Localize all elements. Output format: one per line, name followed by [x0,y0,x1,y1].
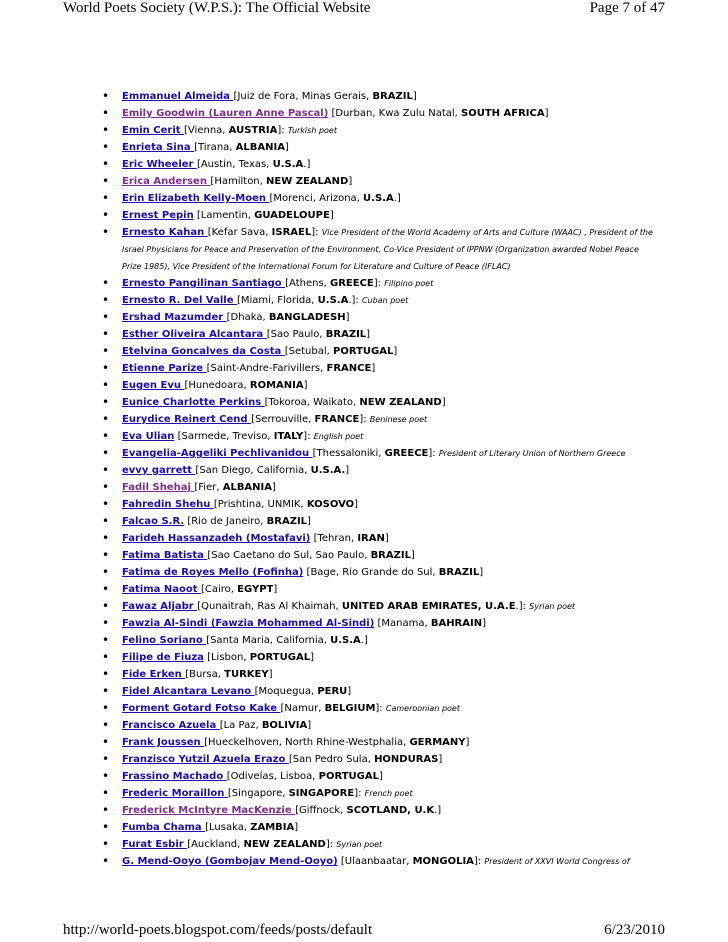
poet-location-close: .] [303,159,311,170]
poet-name-link[interactable]: Farideh Hassanzadeh (Mostafavi) [122,533,311,544]
poet-name-link[interactable]: Furat Esbir [122,839,188,850]
poet-location-close: ] [310,652,314,663]
poet-country: BRAZIL [438,567,480,578]
poet-country: MONGOLIA [412,856,474,867]
poet-country: GERMANY [409,737,466,748]
poet-list-item [100,377,660,394]
poet-location-close: ] [347,686,352,697]
poet-country: GREECE [384,448,429,459]
poet-location: [Namur, [280,703,325,714]
poet-location-close: .] [434,805,442,816]
poet-name-link[interactable]: Enrieta Sina [122,142,195,153]
poet-location: [Thessaloniki, [312,448,385,459]
poet-country: BRAZIL [370,550,411,561]
poet-location: [Manama, [374,618,431,629]
poet-location: [Lisbon, [203,652,250,663]
poet-country: BELGIUM [324,703,376,714]
poet-list-item [100,836,660,853]
poet-name-link[interactable]: Frederic Moraillon [122,788,228,799]
poet-list-item [100,479,660,496]
poet-list-item [100,853,660,870]
poet-country: NEW ZEALAND [266,176,349,187]
poet-country: BANGLADESH [268,312,346,323]
poet-location: [La Paz, [219,720,262,731]
poet-location-close: .] [360,635,368,646]
poet-name-link[interactable]: Fatima Batista [122,550,208,561]
poet-location: [Sao Caetano do Sul, Sao Paulo, [207,550,371,561]
poet-location-close: ] [345,465,350,476]
poet-country: BRAZIL [325,329,367,340]
poet-list-item [100,632,660,649]
poet-list-item [100,173,660,190]
poet-note: President of XXVI World Congress of [484,857,630,866]
poet-location-close: ] [378,771,383,782]
poet-location-close: ] [544,108,549,119]
poet-note: Vice President of the World Academy of Arts and Culture (WAAC) , President of the Israel Physicians for Peace and Preservation of the Environment, Co-Vice President of IPPNW (Organization awarded Nobel Peace Prize 1985), Vice President of the International Forum for Literature and Culture of Peace (IFLAC) [122,228,653,271]
poet-country: BRAZIL [266,516,308,527]
poet-name-link[interactable]: Ernesto R. Del Valle [122,295,237,306]
poet-country: GREECE [330,278,374,289]
poet-location-close: ] [384,533,389,544]
poet-location: [Hamilton, [210,176,267,187]
poet-name-link[interactable]: Ershad Mazumder [122,312,227,323]
poet-list-item [100,683,660,700]
poet-list-item [100,530,660,547]
poet-location-close: ]: [373,278,385,289]
poet-list-item [100,360,660,377]
poet-location: [San Diego, California, [195,465,311,476]
poet-country: ITALY [273,431,304,442]
poet-list-item [100,496,660,513]
poet-list-item [100,819,660,836]
poet-location: [Rio de Janeiro, [184,516,267,527]
poet-location-close: ]: [428,448,439,459]
poet-location-close: ]: [354,788,365,799]
poet-location-close: ] [294,822,299,833]
poet-list-item [100,717,660,734]
poet-location: [San Pedro Sula, [288,754,375,765]
poet-location-close: ] [329,210,334,221]
poet-location: [Moquegua, [254,686,318,697]
poet-name-link[interactable]: Fawzia Al-Sindi (Fawzia Mohammed Al-Sindi) [122,618,375,629]
poet-name-link[interactable]: Franzisco Yutzil Azuela Erazo [122,754,289,765]
poet-list-item [100,139,660,156]
poet-list-item [100,88,660,105]
poet-country: PORTUGAL [318,771,379,782]
poet-location: [Durban, Kwa Zulu Natal, [328,108,462,119]
poet-country: PERU [317,686,348,697]
poet-country: FRANCE [326,363,372,374]
poet-country: PORTUGAL [249,652,311,663]
poet-location: [Odivelas, Lisboa, [226,771,319,782]
poet-name-link[interactable]: Ernest Pepin [122,210,194,221]
poet-location: [Morenci, Arizona, [269,193,364,204]
poet-location-close: ] [482,618,486,629]
poet-name-link[interactable]: Ernesto Pangilinan Santiago [122,278,286,289]
poet-location: [Vienna, [184,125,229,136]
poet-country: PORTUGAL [333,346,394,357]
poet-list-item [100,513,660,530]
poet-name-link[interactable]: Fatima de Royes Mello (Fofinha) [122,567,304,578]
poet-name-link[interactable]: Francisco Azuela [122,720,220,731]
poet-name-link[interactable]: Emin Cerit [122,125,185,136]
poet-location-close: ]: [359,414,370,425]
poet-name-link[interactable]: Erin Elizabeth Kelly-Moen [122,193,270,204]
poet-list-item [100,428,660,445]
poet-note: French poet [364,789,413,798]
poet-note: Cameroonian poet [385,704,460,713]
poet-country: U.S.A [330,635,361,646]
poet-location-close: ]: [473,856,485,867]
poet-name-link[interactable]: Filipe de Fiuza [122,652,204,663]
poet-location: [Tirana, [194,142,236,153]
poet-name-link[interactable]: Etienne Parize [122,363,207,374]
poet-country: IRAN [357,533,385,544]
poet-note: Beninese poet [369,415,428,424]
poet-location: [Ulaanbaatar, [337,856,413,867]
poet-note: Filipino poet [384,279,434,288]
poet-name-link[interactable]: Fatima Naoot [122,584,201,595]
poet-name-link[interactable]: Frederick McIntyre MacKenzie [122,805,296,816]
poet-location-close: ] [268,669,273,680]
poet-list-item [100,462,660,479]
poet-location-close: ] [307,516,311,527]
poet-location-close: ] [410,550,415,561]
poet-location-close: .]: [348,295,362,306]
poet-location-close: ] [284,142,289,153]
poet-list-item [100,207,660,224]
poet-name-link[interactable]: Eric Wheeler [122,159,197,170]
poet-list-item [100,547,660,564]
poet-list-item [100,581,660,598]
poet-note: President of Literary Union of Northern Greece [438,449,626,458]
poet-list-item [100,802,660,819]
poet-country: BAHRAIN [430,618,483,629]
poet-country: HONDURAS [374,754,439,765]
poet-name-link[interactable]: Etelvina Goncalves da Costa [122,346,285,357]
poet-name-link[interactable]: Fide Erken [122,669,186,680]
poet-name-link[interactable]: Erica Andersen [122,176,211,187]
poet-country: SINGAPORE [288,788,355,799]
poet-country: AUSTRIA [228,125,278,136]
poet-list [100,88,660,870]
poet-list-item [100,700,660,717]
poet-location: [Miami, Florida, [236,295,318,306]
poet-list-item [100,445,660,462]
poet-country: U.S.A [363,193,394,204]
poet-country: ROMANIA [249,380,304,391]
poet-name-link[interactable]: Emmanuel Almeida [122,91,234,102]
poet-list-item [100,751,660,768]
poet-location: [Prishtina, UNMIK, [213,499,307,510]
poet-country: UNITED ARAB EMIRATES, U.A.E [341,601,516,612]
poet-list-item [100,666,660,683]
poet-name-link[interactable]: Evangelia-Aggeliki Pechlivanidou [122,448,313,459]
poet-name-link[interactable]: Fawaz Aljabr [122,601,198,612]
poet-country: TURKEY [224,669,269,680]
poet-location: [Auckland, [187,839,244,850]
poet-list-item [100,768,660,785]
poet-location-close: ] [465,737,470,748]
poet-list-item [100,394,660,411]
poet-note: Syrian poet [529,602,576,611]
poet-location: [Saint-Andre-Farivillers, [206,363,327,374]
poet-location-close: ] [438,754,443,765]
poet-name-link[interactable]: Fidel Alcantara Levano [122,686,255,697]
poet-note: Cuban poet [361,296,409,305]
poet-list-item [100,785,660,802]
poet-note: English poet [313,432,364,441]
poet-location: [Fier, [194,482,223,493]
poet-note: Syrian poet [336,840,383,849]
poet-name-link[interactable]: G. Mend-Ooyo (Gombojav Mend-Ooyo) [122,856,338,867]
footer-url: http://world-poets.blogspot.com/feeds/posts/default [63,922,373,938]
poet-location: [Santa Maria, California, [206,635,331,646]
poet-list-item [100,309,660,326]
poet-location-close: .]: [515,601,530,612]
poet-country: ALBANIA [222,482,273,493]
poet-location-close: ]: [303,431,314,442]
poet-name-link[interactable]: Eurydice Reinert Cend [122,414,252,425]
poet-list-item [100,564,660,581]
poet-name-link[interactable]: Falcao S.R. [122,516,185,527]
poet-country: BRAZIL [372,91,413,102]
poet-location-close: ]: [375,703,386,714]
page-header-title: World Poets Society (W.P.S.): The Official Website [63,0,371,16]
poet-country: ISRAEL [271,227,312,238]
poet-name-link[interactable]: Emily Goodwin (Lauren Anne Pascal) [122,108,329,119]
footer-date: 6/23/2010 [604,922,665,938]
poet-location: [Hueckelhoven, North Rhine-Westphalia, [204,737,410,748]
poet-name-link[interactable]: Fumba Chama [122,822,206,833]
poet-list-item [100,275,660,292]
poet-list-item [100,105,660,122]
poet-location: [Bursa, [185,669,225,680]
poet-country: U.S.A [317,295,349,306]
poet-list-item [100,122,660,139]
poet-location-close: ]: [325,839,337,850]
poet-country: BOLIVIA [261,720,308,731]
poet-location: [Singapore, [227,788,289,799]
poet-list-item [100,292,660,309]
poet-name-link[interactable]: Eva Ulian [122,431,175,442]
poet-location: [Austin, Texas, [196,159,273,170]
poet-location: [Qunaitrah, Ras Al Khaimah, [197,601,342,612]
poet-country: FRANCE [314,414,360,425]
poet-location-close: ]: [277,125,288,136]
poet-location: [Bage, Rio Grande do Sul, [303,567,439,578]
poet-country: NEW ZEALAND [359,397,442,408]
poet-location-close: ] [393,346,398,357]
poet-list-item [100,598,660,615]
poet-list-item [100,734,660,751]
poet-location: [Lamentin, [193,210,255,221]
poet-list-item [100,156,660,173]
poet-location: [Lusaka, [205,822,251,833]
poet-list-item [100,615,660,632]
poet-location-close: ] [345,312,350,323]
poet-location-close: .] [393,193,401,204]
poet-country: U.S.A [272,159,304,170]
page-number: Page 7 of 47 [589,0,665,16]
poet-name-link[interactable]: Frassino Machado [122,771,227,782]
poet-country: NEW ZEALAND [243,839,326,850]
poet-name-link[interactable]: Fahredin Shehu [122,499,214,510]
poet-name-link[interactable]: evvy garrett [122,465,196,476]
poet-location: [Hunedoara, [184,380,250,391]
poet-location: [Tehran, [310,533,358,544]
poet-name-link[interactable]: Ernesto Kahan [122,227,208,238]
poet-country: KOSOVO [306,499,355,510]
poet-country: U.S.A. [310,465,346,476]
poet-location: [Tokoroa, Waikato, [264,397,360,408]
poet-name-link[interactable]: Felino Soriano [122,635,207,646]
poet-country: ZAMBIA [250,822,295,833]
poet-name-link[interactable]: Esther Oliveira Alcantara [122,329,267,340]
poet-location: [Giffnock, [295,805,347,816]
poet-list-item [100,649,660,666]
poet-location-close: ] [273,584,278,595]
poet-location-close: ] [412,91,417,102]
poet-country: ALBANIA [235,142,285,153]
poet-list-item [100,224,660,275]
poet-location: [Dhaka, [226,312,269,323]
poet-list-item [100,411,660,428]
poet-list-item [100,190,660,207]
poet-country: SCOTLAND, U.K [346,805,435,816]
poet-location-close: ] [371,363,376,374]
poet-country: GUADELOUPE [254,210,330,221]
poet-location: [Athens, [285,278,331,289]
poet-location-close: ] [272,482,276,493]
poet-location-close: ] [348,176,353,187]
poet-location: [Kefar Sava, [207,227,272,238]
poet-note: Turkish poet [287,126,337,135]
poet-location: [Serrouville, [251,414,315,425]
poet-name-link[interactable]: Frank Joussen [122,737,205,748]
poet-list-item [100,343,660,360]
poet-location: [Cairo, [200,584,238,595]
poet-country: EGYPT [237,584,274,595]
poet-name-link[interactable]: Eugen Evu [122,380,185,391]
poet-location: [Juiz de Fora, Minas Gerais, [233,91,373,102]
poet-country: SOUTH AFRICA [461,108,545,119]
poet-location: [Sao Paulo, [266,329,326,340]
poet-location-close: ] [303,380,308,391]
poet-location-close: ] [479,567,484,578]
poet-name-link[interactable]: Eunice Charlotte Perkins [122,397,265,408]
poet-name-link[interactable]: Forment Gotard Fotso Kake [122,703,281,714]
poet-location-close: ] [366,329,371,340]
poet-name-link[interactable]: Fadil Shehaj [122,482,195,493]
poet-location-close: ]: [311,227,322,238]
poet-location: [Sarmede, Treviso, [174,431,274,442]
poet-list-item [100,326,660,343]
poet-location-close: ] [354,499,359,510]
poet-location-close: ] [441,397,446,408]
poet-location-close: ] [307,720,312,731]
poet-location: [Setubal, [284,346,333,357]
